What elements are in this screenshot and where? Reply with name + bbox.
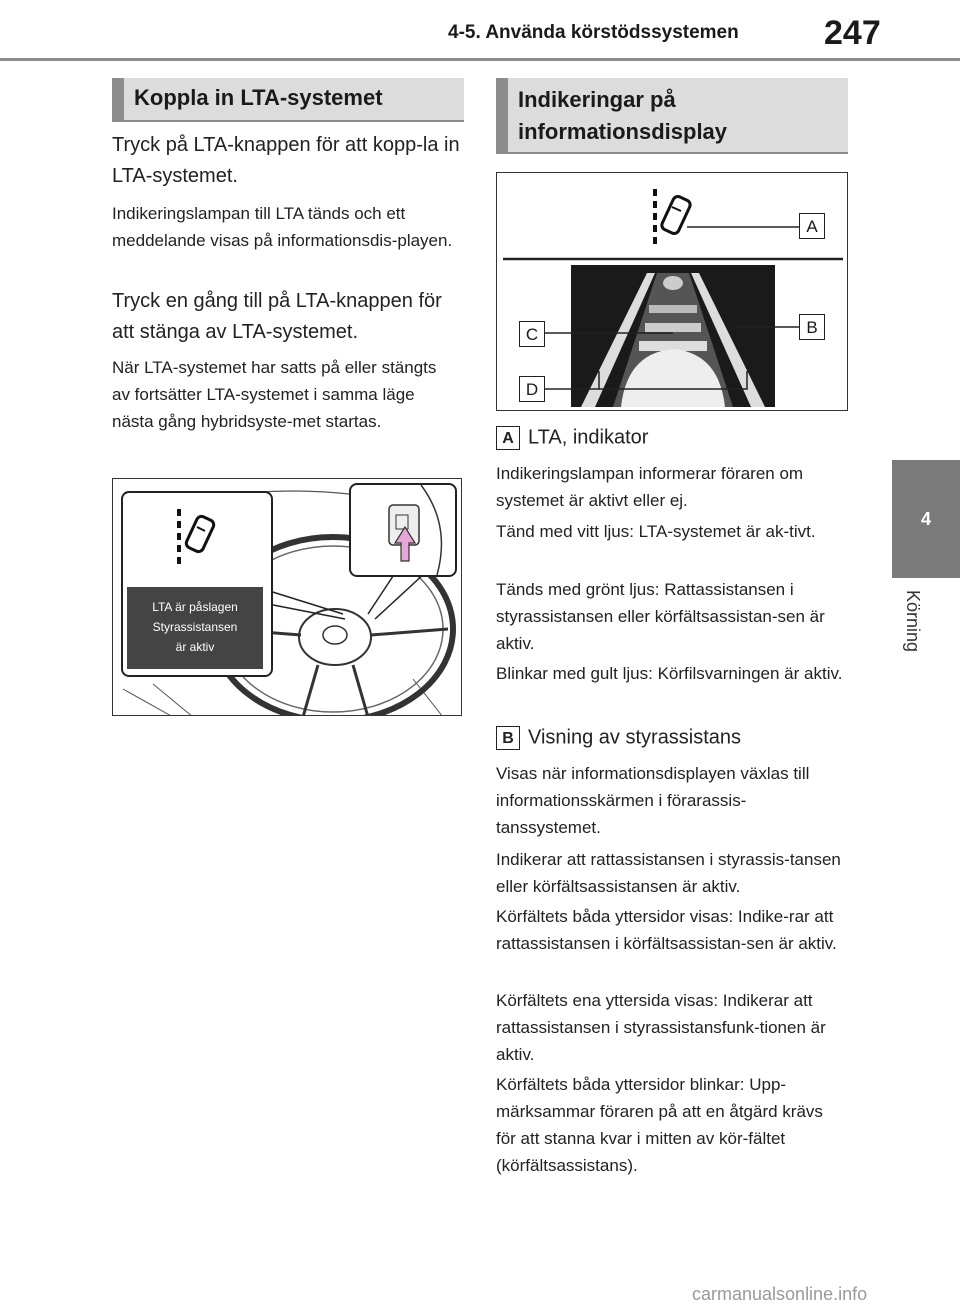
- left-para-3: Tryck en gång till på LTA-knappen för att stänga av LTA-systemet.: [112, 290, 442, 343]
- lta-button-illustration: [351, 485, 455, 575]
- chapter-label: Körning: [903, 590, 923, 653]
- figure-label-c: C: [519, 321, 545, 347]
- button-callout: [349, 483, 457, 577]
- item-b-para-3: Körfältets båda yttersidor visas: Indike-rar att rattassistansen i körfältsassistan-sen är aktiv.: [496, 907, 837, 953]
- right-section-heading: [496, 78, 848, 154]
- item-b-para-1: Visas när informationsdisplayen växlas till informationsskärmen i förarassis-tanssystemet.: [496, 764, 810, 837]
- display-line-2: Styrassistansen: [152, 620, 238, 634]
- chapter-tab[interactable]: [892, 460, 960, 578]
- item-a-para-1: Indikeringslampan informerar föraren om systemet är aktivt eller ej.: [496, 464, 804, 510]
- header-rule: [0, 58, 960, 61]
- item-a-para-4: Blinkar med gult ljus: Körfilsvarningen är aktiv.: [496, 664, 843, 683]
- item-a-badge: A: [496, 426, 520, 450]
- figure-label-a: A: [799, 213, 825, 239]
- item-b-heading: [496, 726, 741, 750]
- item-b-para-2: Indikerar att rattassistansen i styrassis-tansen eller körfältsassistansen är aktiv.: [496, 850, 841, 896]
- item-b-title: Visning av styrassistans: [528, 726, 742, 749]
- left-para-1: Tryck på LTA-knappen för att kopp-la in LTA-systemet.: [112, 134, 460, 187]
- item-a-heading: [496, 426, 648, 450]
- item-a-title: LTA, indikator: [528, 426, 649, 449]
- footer-watermark: carmanualsonline.info: [692, 1284, 868, 1304]
- figure-label-d: D: [519, 376, 545, 402]
- right-heading-line-2: informationsdisplay: [518, 119, 728, 144]
- display-message-panel: [127, 587, 263, 669]
- item-b-para-4: Körfältets ena yttersida visas: Indikerar att rattassistansen i styrassistansfunk-tionen är aktiv.: [496, 991, 826, 1064]
- display-line-1: LTA är påslagen: [152, 600, 238, 614]
- page-number: 247: [824, 14, 881, 52]
- chapter-number: 4: [920, 508, 931, 529]
- item-a-para-2: Tänd med vitt ljus: LTA-systemet är ak-tivt.: [496, 522, 816, 541]
- display-callout: [121, 491, 273, 677]
- left-para-2: Indikeringslampan till LTA tänds och ett meddelande visas på informationsdis-playen.: [112, 204, 453, 250]
- item-b-para-5: Körfältets båda yttersidor blinkar: Upp-märksammar föraren på att en åtgärd krävs för att stanna kvar i mitten av kör-fältet (körfältsassistans).: [496, 1075, 823, 1175]
- display-line-3: är aktiv: [175, 640, 215, 654]
- lta-indicator-icon: [161, 503, 231, 573]
- steering-wheel-figure: [112, 478, 462, 716]
- left-para-4: När LTA-systemet har satts på eller stängts av fortsätter LTA-systemet i samma läge nästa gång hybridsyste-met startas.: [112, 358, 437, 431]
- section-title: 4-5. Använda körstödssystemen: [448, 22, 739, 43]
- item-b-badge: B: [496, 726, 520, 750]
- information-display-figure: [496, 172, 848, 411]
- display-illustration: [497, 173, 848, 411]
- right-heading-line-1: Indikeringar på: [518, 87, 676, 112]
- figure-label-b: B: [799, 314, 825, 340]
- left-section-heading: Koppla in LTA-systemet: [112, 78, 464, 122]
- item-a-para-3: Tänds med grönt ljus: Rattassistansen i styrassistansen eller körfältsassistan-sen är aktiv.: [496, 580, 825, 653]
